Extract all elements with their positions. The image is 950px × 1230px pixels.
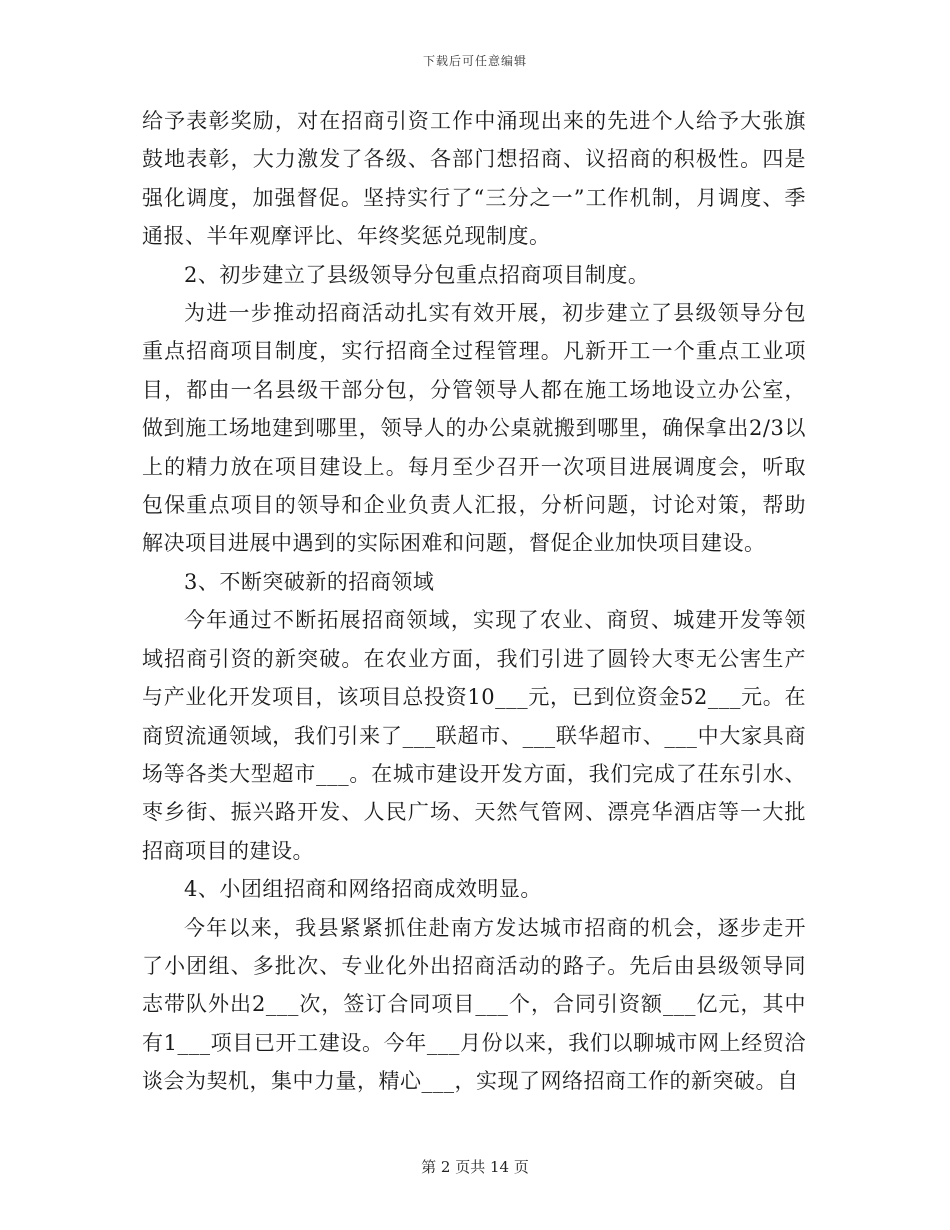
page-number: 第 2 页共 14 页 <box>421 1158 529 1176</box>
heading-network-investment: 4、小团组招商和网络招商成效明显。 <box>184 877 542 902</box>
heading-leader-project-system: 2、初步建立了县级领导分包重点招商项目制度。 <box>184 262 650 287</box>
document-body <box>142 102 806 1101</box>
paragraph-new-fields: 今年通过不断拓展招商领域，实现了农业、商贸、城建开发等领域招商引资的新突破。在农业方面，我们引进了圆铃大枣无公害生产与产业化开发项目，该项目总投资10___元，已到位资金52___元。在商贸流通领域，我们引来了___联超市、___联华超市、___中大家具商场等各类大型超市___。在城市建设开发方面，我们完成了茌东引水、枣乡街、振兴路开发、人民广场、天然气管网、漂亮华酒店等一大批招商项目的建设。 <box>142 608 806 863</box>
paragraph-network-investment: 今年以来，我县紧紧抓住赴南方发达城市招商的机会，逐步走开了小团组、多批次、专业化外出招商活动的路子。先后由县级领导同志带队外出2___次，签订合同项目___个，合同引资额___亿元，其中有1___项目已开工建设。今年___月份以来，我们以聊城市网上经贸洽谈会为契机，集中力量，精心___，实现了网络招商工作的新突破。自 <box>142 915 806 1094</box>
paragraph-commendation: 给予表彰奖励，对在招商引资工作中涌现出来的先进个人给予大张旗鼓地表彰，大力激发了各级、各部门想招商、议招商的积极性。四是强化调度，加强督促。坚持实行了“三分之一”工作机制，月调度、季通报、半年观摩评比、年终奖惩兑现制度。 <box>142 109 806 249</box>
paragraph-leader-project-system: 为进一步推动招商活动扎实有效开展，初步建立了县级领导分包重点招商项目制度，实行招商全过程管理。凡新开工一个重点工业项目，都由一名县级干部分包，分管领导人都在施工场地设立办公室，做到施工场地建到哪里，领导人的办公桌就搬到哪里，确保拿出2/3以上的精力放在项目建设上。每月至少召开一次项目进展调度会，听取包保重点项目的领导和企业负责人汇报，分析问题，讨论对策，帮助解决项目进展中遇到的实际困难和问题，督促企业加快项目建设。 <box>142 301 806 556</box>
page-header: 下载后可任意编辑 <box>422 54 527 68</box>
heading-new-fields: 3、不断突破新的招商领域 <box>184 569 435 594</box>
